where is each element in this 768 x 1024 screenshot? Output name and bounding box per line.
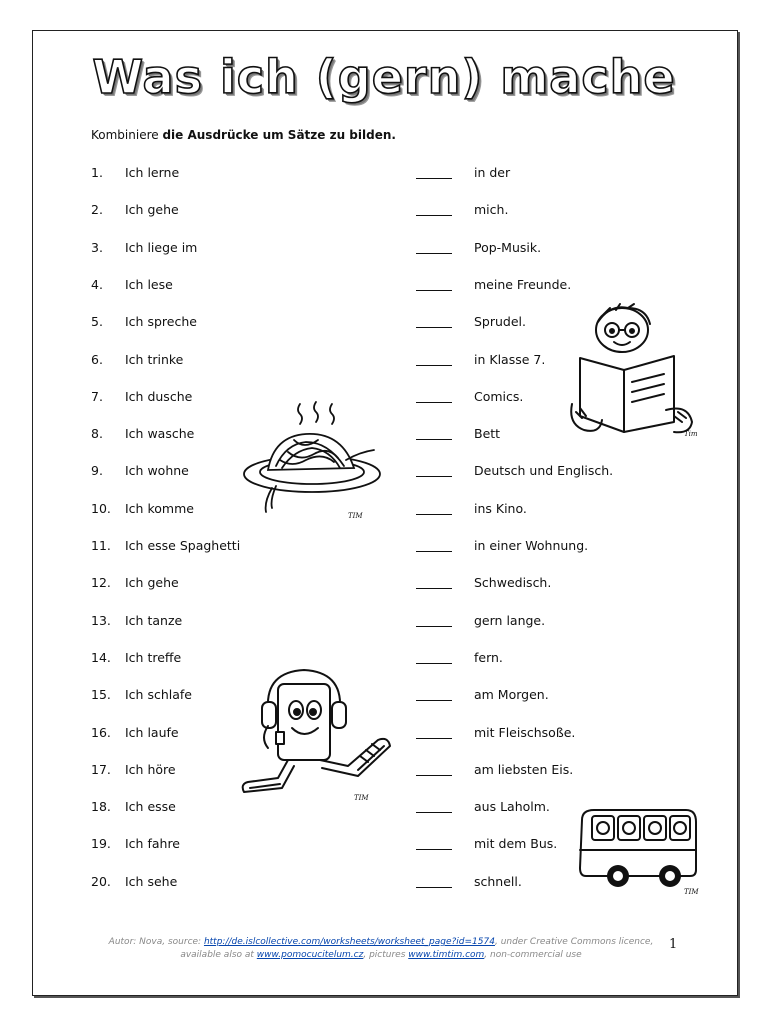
row-number: 2. — [91, 202, 103, 218]
row-number: 11. — [91, 538, 111, 553]
sentence-start: Ich esse — [125, 799, 176, 815]
sentence-start: Ich schlafe — [125, 687, 192, 703]
sentence-end: am Morgen. — [474, 687, 549, 703]
exercise-row — [0, 202, 768, 222]
row-number: 18. — [91, 799, 111, 815]
spaghetti-plate-icon — [236, 396, 386, 526]
exercise-row — [0, 277, 768, 297]
answer-blank[interactable] — [416, 551, 452, 552]
row-number: 7. — [91, 388, 103, 404]
row-number: 14. — [91, 649, 111, 665]
answer-blank[interactable] — [416, 626, 452, 627]
answer-blank[interactable] — [416, 402, 452, 403]
row-number: 4. — [91, 276, 103, 292]
instruction-text — [91, 128, 396, 142]
answer-blank[interactable] — [416, 775, 452, 776]
sentence-end: ins Kino. — [474, 500, 527, 516]
worksheet-title: Was ich (gern) mache — [92, 50, 676, 104]
row-number: 10. — [91, 500, 111, 516]
footer-text-3: , pictures — [363, 950, 409, 960]
sentence-start: Ich lese — [125, 276, 173, 292]
sentence-end: mich. — [474, 202, 509, 218]
sentence-end: gern lange. — [474, 612, 546, 628]
answer-blank[interactable] — [416, 178, 452, 179]
row-number: 13. — [91, 612, 111, 628]
sentence-start: Ich treffe — [125, 649, 182, 665]
answer-blank[interactable] — [416, 849, 452, 850]
sentence-end: meine Freunde. — [474, 276, 572, 292]
sentence-start: Ich höre — [125, 761, 176, 777]
row-number: 16. — [91, 724, 111, 740]
walkman-character-icon — [238, 666, 394, 804]
answer-blank[interactable] — [416, 812, 452, 813]
sentence-start: Ich fahre — [125, 836, 180, 852]
sentence-start: Ich wasche — [125, 426, 195, 442]
row-number: 3. — [91, 239, 103, 255]
instruction-plain: Kombiniere — [91, 128, 163, 142]
row-number: 1. — [91, 165, 103, 180]
row-number: 5. — [91, 314, 103, 330]
sentence-end: mit dem Bus. — [474, 836, 558, 852]
answer-blank[interactable] — [416, 365, 452, 366]
row-number: 19. — [91, 836, 111, 852]
footer-text-2: , under Creative Commons licence, available also at — [180, 937, 654, 960]
footer-text-1: Autor: Nova, source: — [108, 937, 204, 947]
sentence-end: Schwedisch. — [474, 575, 552, 591]
reading-boy-signature: Tim — [684, 430, 698, 438]
sentence-start: Ich gehe — [125, 575, 179, 591]
sentence-end: Sprudel. — [474, 314, 527, 330]
footer-link-timtim[interactable]: www.timtim.com — [408, 950, 485, 960]
reading-boy-icon — [570, 300, 700, 440]
sentence-start: Ich esse Spaghetti — [125, 538, 241, 553]
answer-blank[interactable] — [416, 215, 452, 216]
sentence-end: mit Fleischsoße. — [474, 724, 576, 740]
row-number: 9. — [91, 463, 103, 479]
answer-blank[interactable] — [416, 290, 452, 291]
sentence-end: am liebsten Eis. — [474, 761, 574, 777]
sentence-start: Ich tanze — [125, 612, 183, 628]
sentence-start: Ich laufe — [125, 724, 179, 740]
footer-link-islcollective[interactable]: http://de.islcollective.com/worksheets/worksheet_page?id=1574 — [203, 937, 495, 947]
sentence-end: Deutsch und Englisch. — [474, 463, 614, 479]
sentence-start: Ich spreche — [125, 314, 197, 330]
exercise-row — [0, 165, 768, 185]
sentence-end: schnell. — [474, 873, 522, 889]
row-number: 8. — [91, 426, 103, 442]
sentence-start: Ich liege im — [125, 239, 198, 255]
exercise-row — [0, 613, 768, 633]
exercise-row — [0, 240, 768, 260]
row-number: 20. — [91, 873, 111, 889]
answer-blank[interactable] — [416, 738, 452, 739]
sentence-start: Ich wohne — [125, 463, 189, 479]
bus-signature: TIM — [684, 888, 699, 896]
footer-text-4: , non-commercial use — [484, 950, 582, 960]
answer-blank[interactable] — [416, 887, 452, 888]
sentence-end: Pop-Musik. — [474, 239, 542, 255]
sentence-end: Bett — [474, 426, 501, 442]
exercise-row — [0, 538, 768, 558]
walkman-signature: TIM — [354, 794, 369, 802]
answer-blank[interactable] — [416, 514, 452, 515]
sentence-start: Ich gehe — [125, 202, 179, 218]
spaghetti-signature: TIM — [348, 512, 363, 520]
answer-blank[interactable] — [416, 476, 452, 477]
sentence-end: Comics. — [474, 388, 524, 404]
answer-blank[interactable] — [416, 253, 452, 254]
answer-blank[interactable] — [416, 588, 452, 589]
sentence-start: Ich komme — [125, 500, 194, 516]
row-number: 17. — [91, 761, 111, 777]
answer-blank[interactable] — [416, 327, 452, 328]
sentence-start: Ich lerne — [125, 165, 180, 180]
row-number: 12. — [91, 575, 111, 591]
sentence-start: Ich dusche — [125, 388, 193, 404]
row-number: 15. — [91, 687, 111, 703]
instruction-bold: die Ausdrücke um Sätze zu bilden. — [162, 128, 396, 142]
row-number: 6. — [91, 351, 103, 367]
sentence-end: in der — [474, 165, 511, 180]
answer-blank[interactable] — [416, 439, 452, 440]
footer-link-pomocucitelum[interactable]: www.pomocucitelum.cz — [256, 950, 364, 960]
answer-blank[interactable] — [416, 700, 452, 701]
sentence-start: Ich trinke — [125, 351, 184, 367]
sentence-end: in einer Wohnung. — [474, 538, 589, 553]
sentence-end: fern. — [474, 649, 503, 665]
answer-blank[interactable] — [416, 663, 452, 664]
footer-credits — [96, 936, 666, 962]
sentence-start: Ich sehe — [125, 873, 178, 889]
sentence-end: in Klasse 7. — [474, 351, 546, 367]
exercise-row — [0, 575, 768, 595]
bus-icon — [576, 806, 700, 898]
page-number: 1 — [669, 937, 678, 952]
sentence-end: aus Laholm. — [474, 799, 550, 815]
